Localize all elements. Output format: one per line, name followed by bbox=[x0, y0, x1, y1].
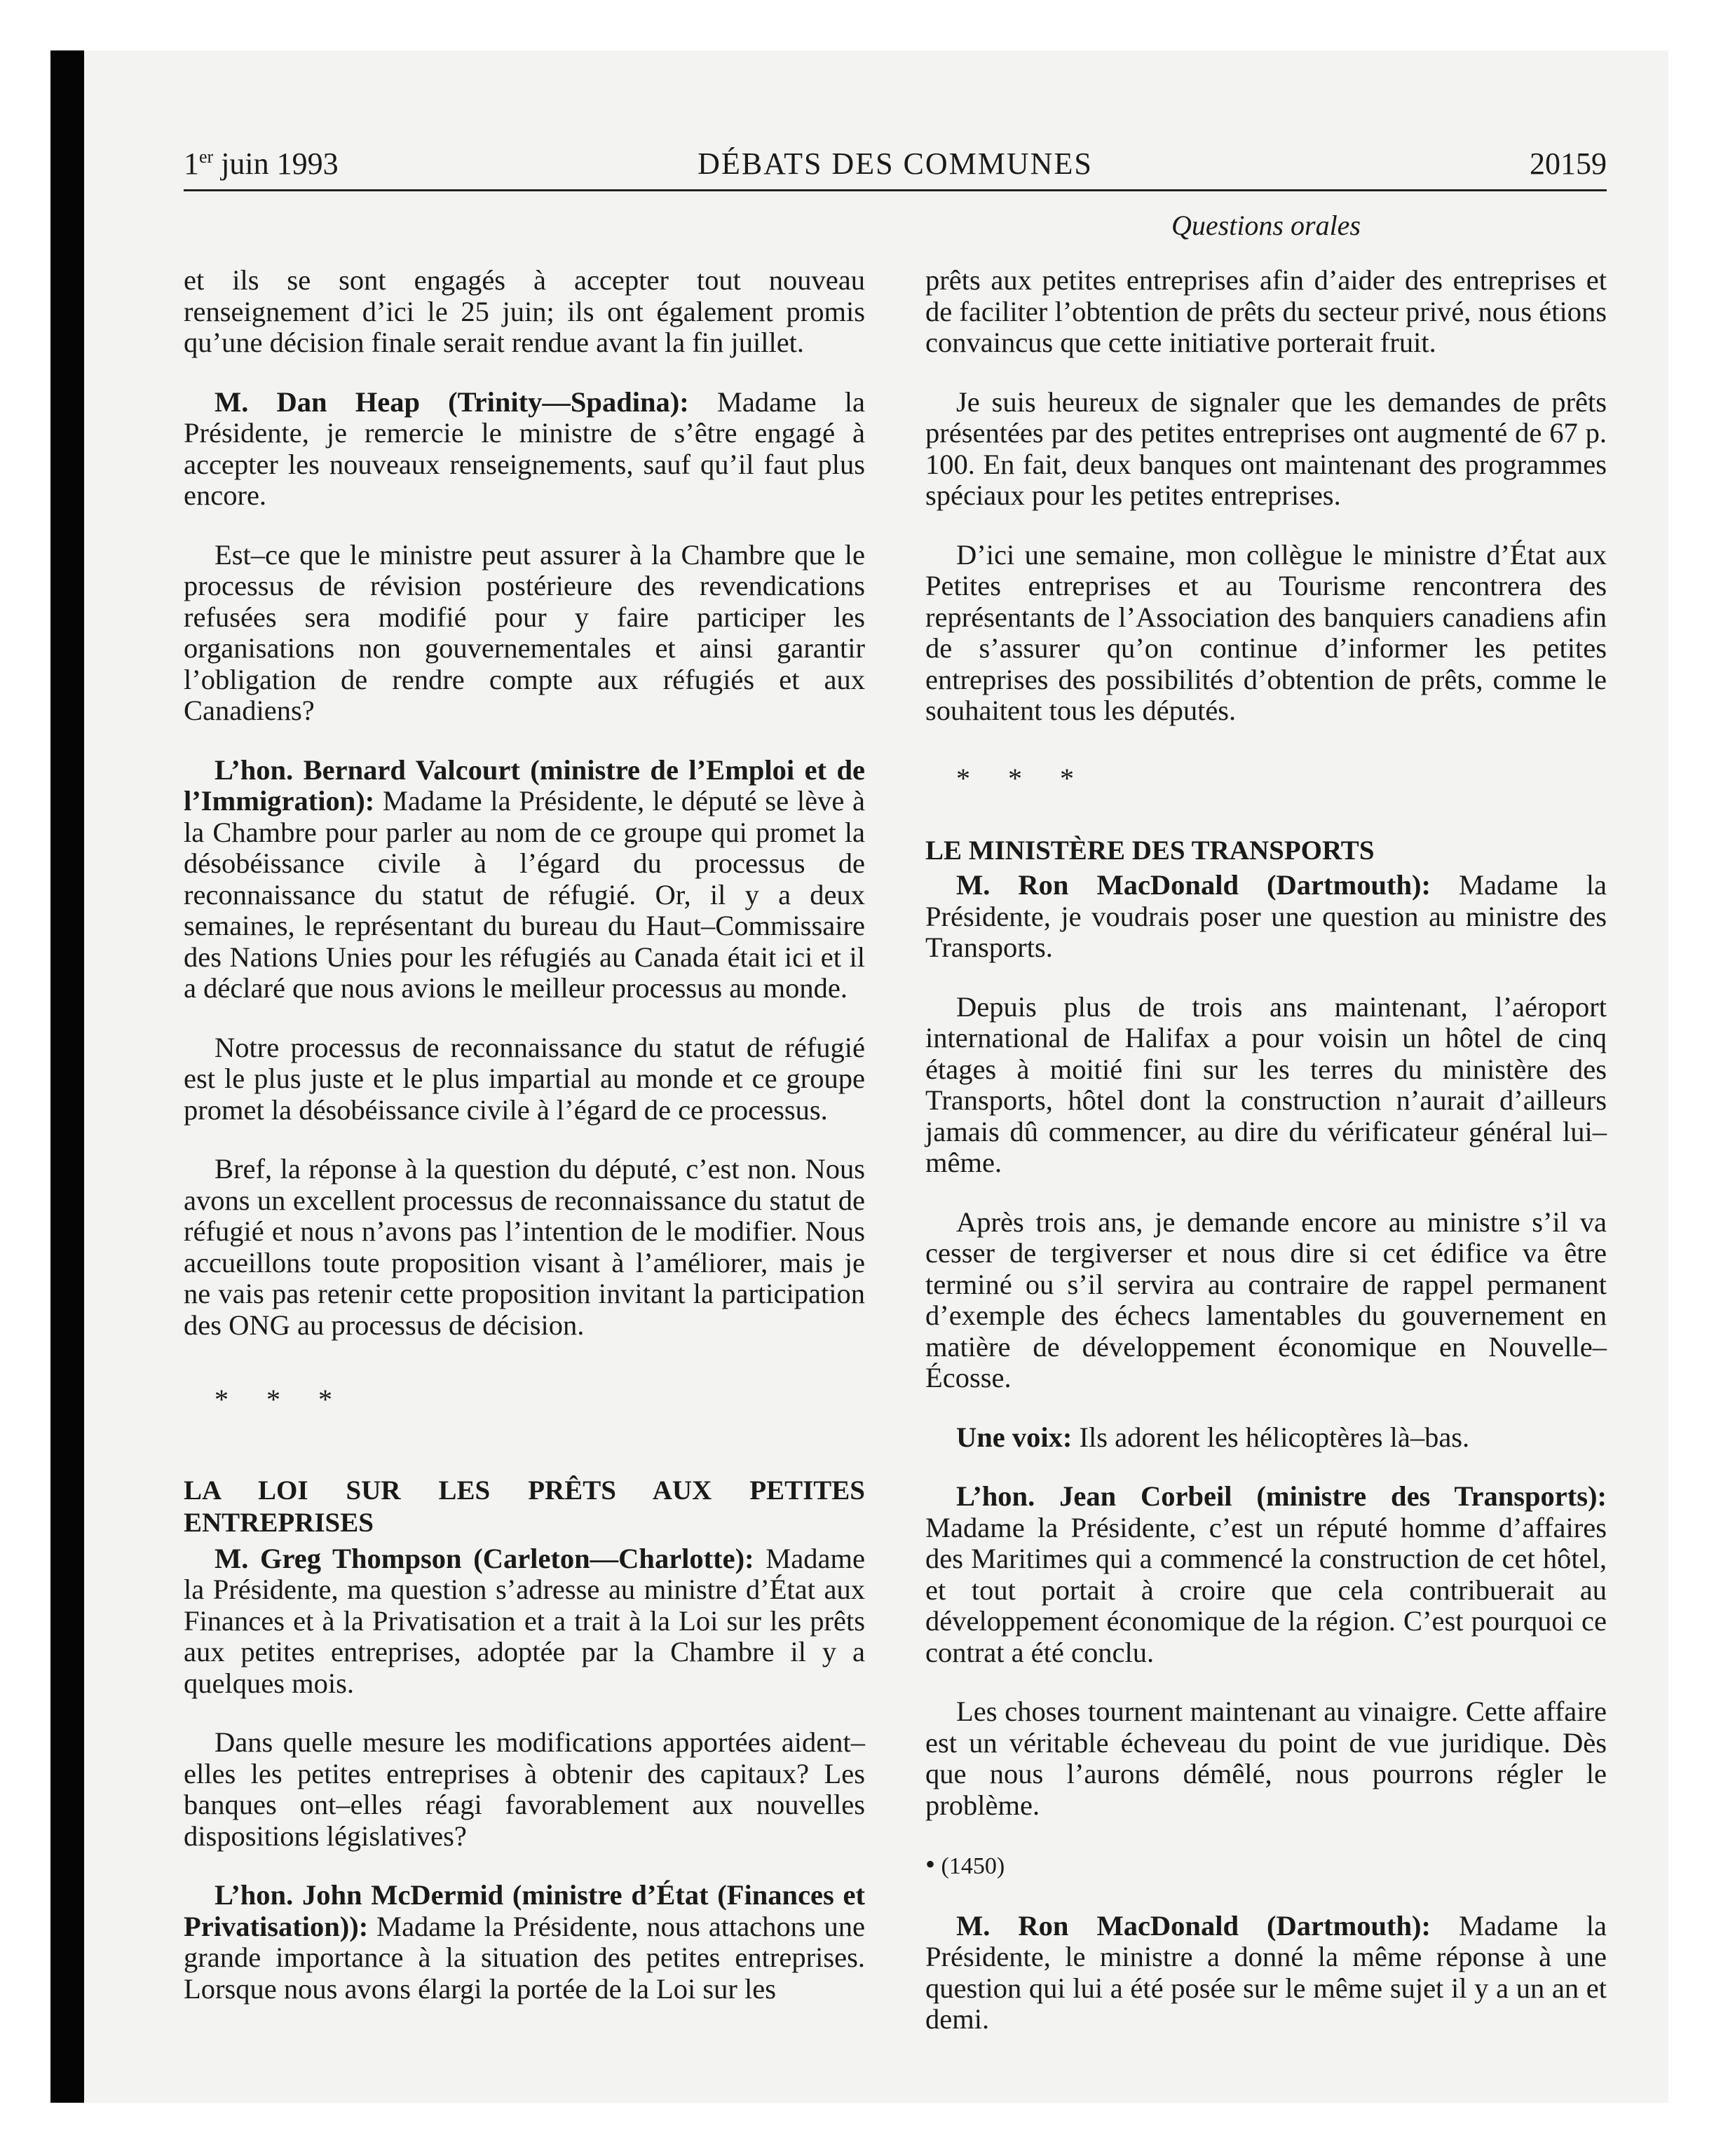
paragraph: M. Greg Thompson (Carleton—Charlotte): Madame la Présidente, ma question s’adresse au ministre d’État aux Finances et à la Privatisation et a trait à la Loi sur les prêts aux petites entreprises, adoptée par la Chambre il y a quelques mois. bbox=[184, 1542, 865, 1699]
section-heading: LA LOI SUR LES PRÊTS AUX PETITES ENTREPRISES bbox=[184, 1475, 865, 1538]
paragraph: D’ici une semaine, mon collègue le ministre d’État aux Petites entreprises et au Tourisme rencontrera des représentants de l’Association des banquiers canadiens afin de s’assurer qu’on continue d’informer les petites entreprises des possibilités d’obtention de prêts, comme le souhaitent tous les députés. bbox=[925, 538, 1607, 726]
paragraph: Dans quelle mesure les modifications apportées aident–elles les petites entreprises à obtenir des capitaux? Les banques ont–elles réagi favorablement aux nouvelles dispositions législatives? bbox=[184, 1726, 865, 1852]
scan-edge bbox=[50, 50, 84, 2103]
page-number: 20159 bbox=[1530, 146, 1607, 181]
paragraph: M. Ron MacDonald (Dartmouth): Madame la Présidente, le ministre a donné la même réponse à une question qui lui a été posée sur le même sujet il y a un an et demi. bbox=[925, 1909, 1607, 2035]
paragraph: Après trois ans, je demande encore au ministre s’il va cesser de tergiverser et nous dire si cet édifice va être terminé ou s’il servira au contraire de rappel permanent d’exemple des échecs lamentables du gouvernement en matière de développement économique en Nouvelle–Écosse. bbox=[925, 1206, 1607, 1393]
speaker-name: Une voix: bbox=[956, 1421, 1073, 1453]
section-heading: LE MINISTÈRE DES TRANSPORTS bbox=[925, 835, 1375, 866]
speaker-name: L’hon. John McDermid (ministre d’État (Finances et Privatisation)): bbox=[184, 1879, 865, 1942]
paragraph: Notre processus de reconnaissance du statut de réfugié est le plus juste et le plus impartial au monde et ce groupe promet la désobéissance civile à l’égard de ce processus. bbox=[184, 1031, 865, 1126]
paragraph: et ils se sont engagés à accepter tout nouveau renseignement d’ici le 25 juin; ils ont également promis qu’une décision finale serait rendue avant la fin juillet. bbox=[184, 264, 865, 358]
speaker-name: M. Greg Thompson (Carleton—Charlotte): bbox=[215, 1542, 754, 1574]
speaker-name: L’hon. Jean Corbeil (ministre des Transports): bbox=[956, 1480, 1607, 1512]
running-head bbox=[184, 139, 1607, 191]
paragraph: Une voix: Ils adorent les hélicoptères là–bas. bbox=[956, 1421, 1470, 1453]
left-column bbox=[184, 265, 865, 2033]
paragraph: Depuis plus de trois ans maintenant, l’aéroport international de Halifax a pour voisin un hôtel de cinq étages à moitié fini sur les terres du ministère des Transports, hôtel dont la construction n’aurait d’ailleurs jamais dû commencer, au dire du vérificateur général lui–même. bbox=[925, 990, 1607, 1178]
speaker-name: M. Ron MacDonald (Dartmouth): bbox=[956, 1909, 1431, 1942]
header-title: DÉBATS DES COMMUNES bbox=[698, 146, 1093, 181]
paragraph: prêts aux petites entreprises afin d’aider des entreprises et de faciliter l’obtention de prêts du secteur privé, nous étions convaincus que cette initiative porterait fruit. bbox=[925, 264, 1607, 358]
header-date: 1er juin 1993 bbox=[184, 146, 339, 181]
bullet-icon: • bbox=[925, 1848, 936, 1880]
speaker-name: L’hon. Bernard Valcourt (ministre de l’Emploi et de l’Immigration): bbox=[184, 753, 865, 817]
paragraph: Je suis heureux de signaler que les demandes de prêts présentées par des petites entreprises ont augmenté de 67 p. 100. En fait, deux banques ont maintenant des programmes spéciaux pour les petites entreprises. bbox=[925, 386, 1607, 511]
paragraph: L’hon. Bernard Valcourt (ministre de l’Emploi et de l’Immigration): Madame la Présidente, le député se lève à la Chambre pour parler au nom de ce groupe qui promet la désobéissance civile à l’égard du processus de reconnaissance du statut de réfugié. Or, il y a deux semaines, le représentant du bureau du Haut–Commissaire des Nations Unies pour les réfugiés au Canada était ici et il a déclaré que nous avions le meilleur processus au monde. bbox=[184, 753, 865, 1004]
paragraph: M. Ron MacDonald (Dartmouth): Madame la Présidente, je voudrais poser une question au ministre des Transports. bbox=[925, 869, 1607, 963]
right-column bbox=[925, 265, 1607, 2063]
paragraph: M. Dan Heap (Trinity—Spadina): Madame la Présidente, je remercie le ministre de s’être engagé à accepter les nouveaux renseignements, sauf qu’il faut plus encore. bbox=[184, 386, 865, 511]
speaker-name: M. Ron MacDonald (Dartmouth): bbox=[956, 869, 1431, 901]
paragraph: Est–ce que le ministre peut assurer à la Chambre que le processus de révision postérieure des revendications refusées sera modifié pour y faire participer les organisations non gouvernementales et ainsi garantir l’obligation de rendre compte aux réfugiés et aux Canadiens? bbox=[184, 538, 865, 726]
paragraph: L’hon. Jean Corbeil (ministre des Transports): Madame la Présidente, c’est un réputé homme d’affaires des Maritimes qui a commencé la construction de cet hôtel, et tout portait à croire que cela contribuerait au développement économique de la région. C’est pourquoi ce contrat a été conclu. bbox=[925, 1480, 1607, 1668]
paragraph: L’hon. John McDermid (ministre d’État (Finances et Privatisation)): Madame la Présidente, nous attachons une grande importance à la situation des petites entreprises. Lorsque nous avons élargi la portée de la Loi sur les bbox=[184, 1879, 865, 2005]
paragraph: Bref, la réponse à la question du député, c’est non. Nous avons un excellent processus de reconnaissance du statut de réfugié et nous n’avons pas l’intention de le modifier. Nous accueillons toute proposition visant à l’améliorer, mais je ne vais pas retenir cette proposition invitant la participation des ONG au processus de décision. bbox=[184, 1153, 865, 1341]
section-label: Questions orales bbox=[1171, 210, 1361, 241]
paragraph: Les choses tournent maintenant au vinaigre. Cette affaire est un véritable écheveau du point de vue juridique. Dès que nous l’aurons démêlé, nous pourrons régler le problème. bbox=[925, 1696, 1607, 1821]
section-separator: * * * bbox=[956, 762, 1089, 794]
speaker-name: M. Dan Heap (Trinity—Spadina): bbox=[215, 386, 689, 418]
time-marker: • (1450) bbox=[925, 1848, 1005, 1880]
section-separator: * * * bbox=[215, 1384, 348, 1415]
